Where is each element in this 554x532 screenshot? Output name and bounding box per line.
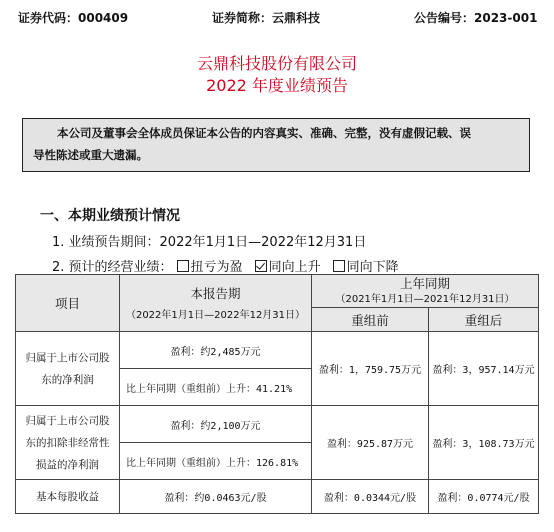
header-before-restructuring: 重组前	[312, 308, 429, 332]
performance-forecast-table	[15, 274, 539, 514]
header-item: 项目	[16, 275, 120, 332]
checkbox-turnaround	[177, 260, 189, 272]
before-value: 盈利：925.87万元	[312, 406, 429, 480]
section-heading: 一、本期业绩预计情况	[40, 208, 180, 224]
row-label: 归属于上市公司股东的净利润	[16, 332, 120, 406]
after-value: 盈利：0.0774元/股	[429, 480, 539, 514]
forecast-type-label: 2. 预计的经营业绩：	[52, 260, 173, 275]
forecast-type	[52, 256, 399, 275]
page-header	[0, 9, 554, 27]
report-title: 2022 年度业绩预告	[206, 76, 348, 95]
checkbox-increase-checked	[255, 260, 267, 272]
after-value: 盈利：3，957.14万元	[429, 332, 539, 406]
option-increase-label: 同向上升	[268, 260, 321, 275]
option-decrease-label: 同向下降	[346, 260, 399, 275]
disclaimer-line-2: 导性陈述或重大遗漏。	[33, 148, 148, 162]
table-row	[16, 406, 539, 443]
row-label: 归属于上市公司股东的扣除非经常性损益的净利润	[16, 406, 120, 480]
company-title: 云鼎科技股份有限公司	[196, 54, 357, 73]
current-profit: 盈利：约2,100万元	[120, 406, 312, 443]
header-current-period: 本报告期 （2022年1月1日—2022年12月31日）	[120, 275, 312, 332]
after-value: 盈利：3，108.73万元	[429, 406, 539, 480]
header-after-restructuring: 重组后	[429, 308, 539, 332]
table-row	[16, 332, 539, 369]
checkbox-decrease	[333, 260, 345, 272]
current-profit: 盈利：约0.0463元/股	[120, 480, 312, 514]
notice-number: 公告编号：2023-001	[414, 11, 538, 25]
current-change: 比上年同期（重组前）上升：126.81%	[120, 443, 312, 480]
current-change: 比上年同期（重组前）上升：41.21%	[120, 369, 312, 406]
disclaimer-line-1: 本公司及董事会全体成员保证本公告的内容真实、准确、完整，没有虚假记载、误	[57, 126, 471, 140]
before-value: 盈利：0.0344元/股	[312, 480, 429, 514]
header-prior-period: 上年同期 （2021年1月1日—2021年12月31日）	[312, 275, 539, 308]
security-short-name: 证券简称：云鼎科技	[212, 11, 321, 25]
current-profit: 盈利：约2,485万元	[120, 332, 312, 369]
forecast-period: 1. 业绩预告期间：2022年1月1日—2022年12月31日	[52, 235, 367, 250]
option-turnaround-label: 扭亏为盈	[190, 260, 243, 275]
table-row	[16, 480, 539, 514]
disclaimer-box	[22, 118, 530, 172]
row-label: 基本每股收益	[16, 480, 120, 514]
security-code: 证券代码：000409	[18, 11, 129, 25]
before-value: 盈利：1，759.75万元	[312, 332, 429, 406]
